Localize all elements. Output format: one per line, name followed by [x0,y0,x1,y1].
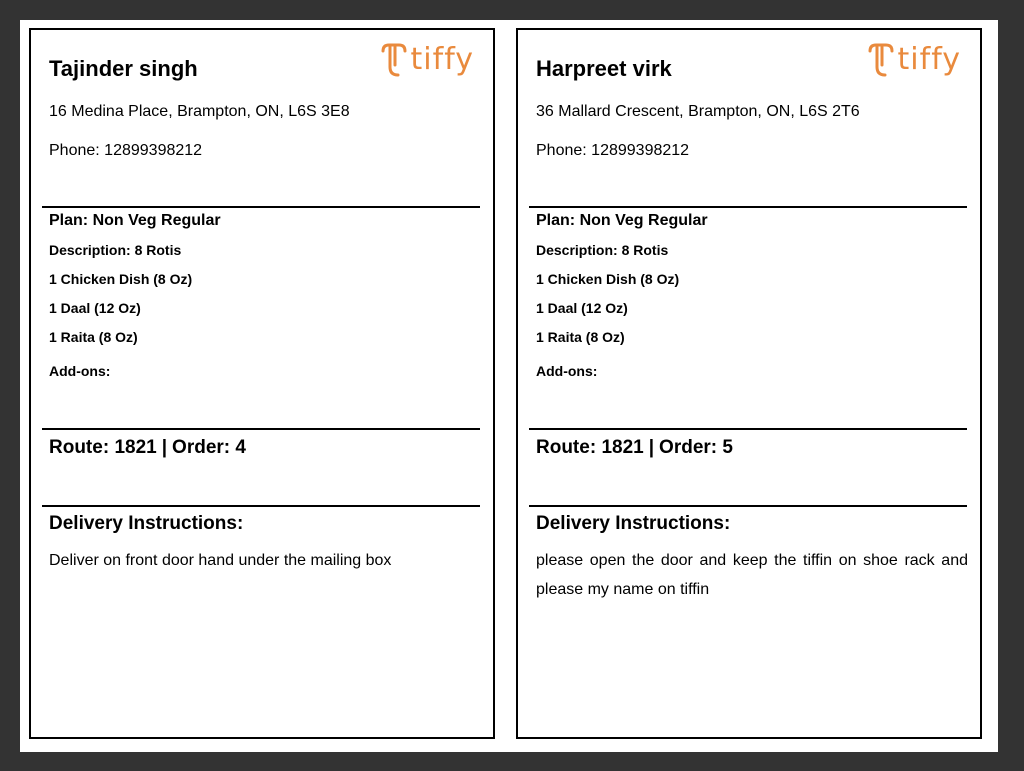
tiffy-logo [381,42,474,77]
plan-name: Plan: Non Veg Regular [536,212,708,229]
divider [42,206,480,208]
delivery-instructions-heading: Delivery Instructions: [536,513,731,534]
divider [529,505,967,507]
logo-text: tiffy [410,42,474,77]
description-line: 1 Chicken Dish (8 Oz) [49,271,193,287]
route-number: 1821 [601,437,644,458]
route-label: Route: [49,437,110,458]
description-line: Description: 8 Rotis [536,242,669,258]
description-line: 1 Daal (12 Oz) [49,300,141,316]
description-line: 1 Daal (12 Oz) [536,300,628,316]
description-line: 1 Raita (8 Oz) [536,329,625,345]
label-sheet [20,20,998,752]
customer-name: Tajinder singh [49,56,198,81]
route-label: Route: [536,437,597,458]
route-number: 1821 [114,437,157,458]
delivery-instructions-text: please open the door and keep the tiffin on shoe rack and please my name on tiffin [536,552,968,598]
tiffy-logo [868,42,961,77]
phone-number: 12899398212 [104,142,203,159]
customer-name: Harpreet virk [536,56,672,81]
logo-text: tiffy [897,42,961,77]
tiffy-logo-icon [868,43,894,77]
phone-label: Phone: [49,142,100,159]
phone-row [49,142,202,160]
route-order-row [536,437,733,459]
separator: | [648,437,655,458]
phone-number: 12899398212 [591,142,690,159]
tiffy-logo-icon [381,43,407,77]
delivery-label-card [29,28,495,739]
description-line: 1 Chicken Dish (8 Oz) [536,271,680,287]
phone-row [536,142,689,160]
divider [42,505,480,507]
addons-label: Add-ons: [49,363,111,379]
delivery-instructions-heading: Delivery Instructions: [49,513,244,534]
route-order-row [49,437,246,459]
addons-label: Add-ons: [536,363,598,379]
separator: | [161,437,168,458]
delivery-instructions-text: Deliver on front door hand under the mailing box [49,552,392,569]
divider [529,206,967,208]
customer-address: 16 Medina Place, Brampton, ON, L6S 3E8 [49,103,350,120]
order-label: Order: [172,437,231,458]
description-line: Description: 8 Rotis [49,242,182,258]
divider [529,428,967,430]
delivery-label-card [516,28,982,739]
customer-address: 36 Mallard Crescent, Brampton, ON, L6S 2T6 [536,103,860,120]
order-number: 4 [235,437,246,458]
divider [42,428,480,430]
description-line: 1 Raita (8 Oz) [49,329,138,345]
order-number: 5 [722,437,733,458]
plan-name: Plan: Non Veg Regular [49,212,221,229]
phone-label: Phone: [536,142,587,159]
order-label: Order: [659,437,718,458]
